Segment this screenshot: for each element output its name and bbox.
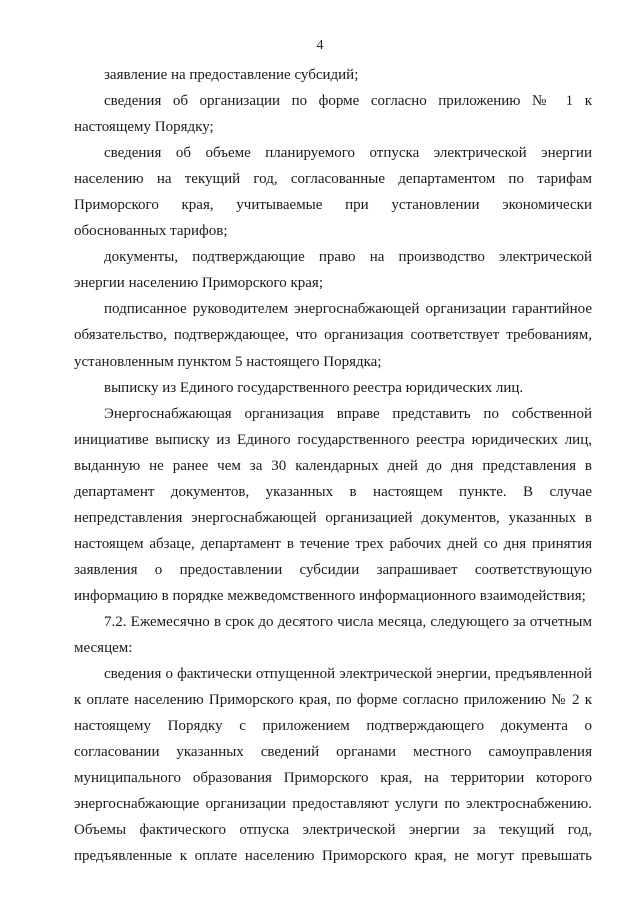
paragraph-guarantee: подписанное руководителем энергоснабжающей организации гарантийное обязательство, подтверждающее, что организация соответствует требованиям, установленным пунктом 5 настоящего Порядка;	[74, 301, 592, 370]
paragraph-actual-supply: сведения о фактически отпущенной электрической энергии, предъявленной к оплате населению Приморского края, по форме согласно приложению № 2 к настоящему Порядку с приложением подтверждающего документа о согласовании указанных сведений органами местного самоуправления муниципального образования Приморского края, на территории которого энергоснабжающие организации предоставляют услуги по электроснабжению. Объемы фактического отпуска электрической энергии за текущий год, предъявленные к оплате населению Приморского края, не могут превышать	[74, 666, 592, 865]
paragraph-registry-extract: выписку из Единого государственного реестра юридических лиц.	[104, 379, 524, 396]
paragraph-organization-info: сведения об организации по форме согласно приложению № 1 к настоящему Порядку;	[74, 93, 592, 136]
paragraph-application: заявление на предоставление субсидий;	[104, 67, 359, 83]
paragraph-monthly-deadline: 7.2. Ежемесячно в срок до десятого числа месяца, следующего за отчетным месяцем:	[74, 613, 592, 657]
paragraph-own-initiative: Энергоснабжающая организация вправе представить по собственной инициативе выписку из Единого государственного реестра юридических лиц, выданную не ранее чем за 30 календарных дней до дня представления в департамент документов, указанных в настоящем пункте. В случае непредставления энергоснабжающей организацией документов, указанных в настоящем абзаце, департамент в течение трех рабочих дней со дня принятия заявления о предоставлении субсидии запрашивает соответствующую информацию в порядке межведомственного информационного взаимодействия;	[74, 405, 592, 604]
page-number: 4	[316, 38, 324, 53]
paragraph-production-rights: документы, подтверждающие право на производство электрической энергии населению Приморского края;	[74, 249, 592, 292]
paragraph-planned-volume: сведения об объеме планируемого отпуска электрической энергии населению на текущий год, согласованные департаментом по тарифам Приморского края, учитываемые при установлении экономически обоснованных тарифов;	[74, 145, 592, 240]
document-body	[74, 62, 592, 869]
